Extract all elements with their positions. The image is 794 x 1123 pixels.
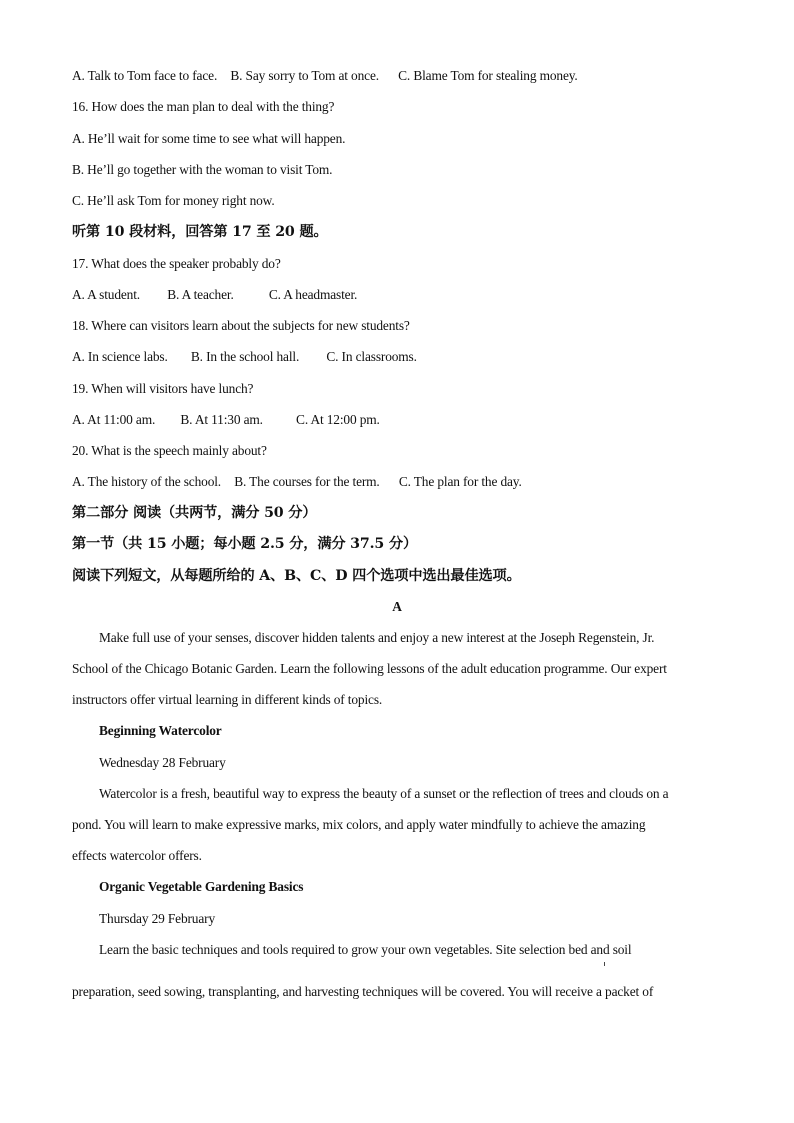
- course1-desc-line-1: Watercolor is a fresh, beautiful way to express the beauty of a sunset or the reflection of trees and clouds on a: [99, 786, 669, 801]
- q18-options: [72, 348, 417, 366]
- intro-line-3: instructors offer virtual learning in different kinds of topics.: [72, 692, 383, 707]
- q18-option-c: C. In classrooms.: [326, 349, 417, 364]
- course2-desc-line-1: Learn the basic techniques and tools required to grow your own vegetables. Site selection bed and soil: [99, 942, 632, 957]
- q17-options: [72, 286, 357, 304]
- q15-option-a: A. Talk to Tom face to face.: [72, 68, 218, 83]
- course2-title: Organic Vegetable Gardening Basics: [99, 879, 304, 894]
- course1-date: Wednesday 28 February: [99, 755, 226, 770]
- q16-question: 16. How does the man plan to deal with the thing?: [72, 99, 335, 114]
- q17-option-a: A. A student.: [72, 287, 140, 302]
- q20-options: [72, 473, 522, 491]
- q19-question: 19. When will visitors have lunch?: [72, 381, 254, 396]
- section1-heading: 第一节（共 15 小题；每小题 2.5 分，满分 37.5 分）: [72, 536, 418, 552]
- q17-option-b: B. A teacher.: [167, 287, 234, 302]
- q18-option-a: A. In science labs.: [72, 349, 168, 364]
- course1-desc-line-3: effects watercolor offers.: [72, 848, 202, 863]
- q20-question: 20. What is the speech mainly about?: [72, 443, 267, 458]
- q16-option-a: A. He’ll wait for some time to see what will happen.: [72, 131, 346, 146]
- q17-question: 17. What does the speaker probably do?: [72, 256, 281, 271]
- q18-question: 18. Where can visitors learn about the subjects for new students?: [72, 318, 410, 333]
- q20-option-a: A. The history of the school.: [72, 474, 222, 489]
- section10-heading: 听第 10 段材料，回答第 17 至 20 题。: [72, 224, 328, 240]
- part2-heading: 第二部分 阅读（共两节，满分 50 分）: [72, 505, 317, 521]
- stray-tick-mark: [604, 962, 605, 966]
- intro-line-1: Make full use of your senses, discover hidden talents and enjoy a new interest at the Joseph Regenstein, Jr.: [99, 630, 655, 645]
- q19-option-c: C. At 12:00 pm.: [296, 412, 380, 427]
- q19-options: [72, 411, 380, 429]
- reading-instruction: 阅读下列短文，从每题所给的 A、B、C、D 四个选项中选出最佳选项。: [72, 568, 521, 584]
- q18-option-b: B. In the school hall.: [190, 349, 300, 364]
- course2-desc-line-2: preparation, seed sowing, transplanting, and harvesting techniques will be covered. You will receive a packet of: [72, 984, 654, 999]
- q19-option-b: B. At 11:30 am.: [180, 412, 263, 427]
- q20-option-c: C. The plan for the day.: [398, 474, 522, 489]
- q19-option-a: A. At 11:00 am.: [72, 412, 156, 427]
- q15-options: [72, 67, 578, 85]
- course1-desc-line-2: pond. You will learn to make expressive marks, mix colors, and apply water mindfully to achieve the amazing: [72, 817, 646, 832]
- q16-option-b: B. He’ll go together with the woman to visit Tom.: [72, 162, 333, 177]
- q20-option-b: B. The courses for the term.: [234, 474, 380, 489]
- course1-title: Beginning Watercolor: [99, 723, 222, 738]
- q15-option-c: C. Blame Tom for stealing money.: [398, 68, 578, 83]
- passage-letter: A: [392, 599, 402, 614]
- q17-option-c: C. A headmaster.: [268, 287, 358, 302]
- q15-option-b: B. Say sorry to Tom at once.: [230, 68, 379, 83]
- course2-date: Thursday 29 February: [99, 911, 215, 926]
- q16-option-c: C. He’ll ask Tom for money right now.: [72, 193, 275, 208]
- intro-line-2: School of the Chicago Botanic Garden. Learn the following lessons of the adult education programme. Our expert: [72, 661, 667, 676]
